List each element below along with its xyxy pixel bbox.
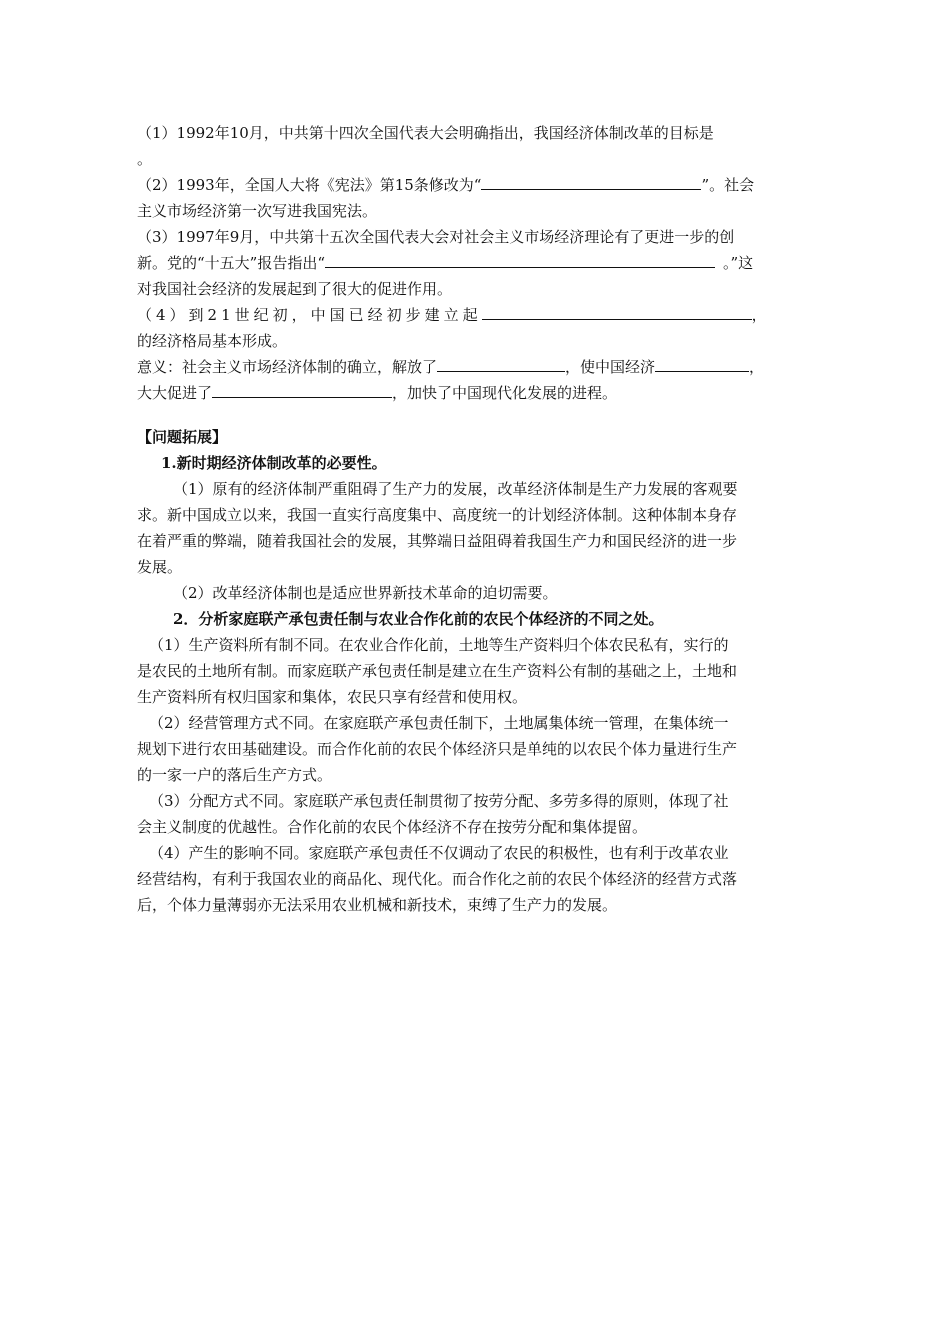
meaning-text-e: ，加快了中国现代化发展的进程。: [392, 384, 618, 402]
item4-text-b: ，: [751, 306, 767, 324]
item1-line1: （1）1992年10月，中共第十四次全国代表大会明确指出，我国经济体制改革的目标是: [137, 124, 714, 142]
answer-blank-2[interactable]: [481, 172, 701, 190]
meaning-text-a: 意义：社会主义市场经济体制的确立，解放了: [137, 358, 438, 376]
meaning-line1: [137, 354, 817, 380]
q2-p4-line3: 后，个体力量薄弱亦无法采用农业机械和新技术，束缚了生产力的发展。: [137, 896, 618, 914]
extension-heading: 【问题拓展】: [137, 428, 228, 446]
meaning-text-c: ，: [749, 358, 765, 376]
answer-blank-6[interactable]: [655, 354, 749, 372]
item3-text-a: 新。党的“十五大”报告指出“: [137, 254, 326, 272]
q1-p1-line1: （1）原有的经济体制严重阻碍了生产力的发展，改革经济体制是生产力发展的客观要: [173, 480, 738, 498]
answer-blank-4[interactable]: [482, 302, 752, 320]
item4-text-a: （4）到21世纪初，中国已经初步建立起: [137, 306, 482, 324]
q1-p1-line3: 在着严重的弊端，随着我国社会的发展，其弊端日益阻碍着我国生产力和国民经济的进一步: [137, 532, 738, 550]
q2-p3-line2: 会主义制度的优越性。合作化前的农民个体经济不存在按劳分配和集体提留。: [137, 818, 648, 836]
item4-line1: [137, 302, 817, 328]
q2-p1-line2: 是农民的土地所有制。而家庭联产承包责任制是建立在生产资料公有制的基础之上，土地和: [137, 662, 738, 680]
document-page: [137, 120, 817, 918]
meaning-line2: [137, 380, 817, 406]
answer-blank-7[interactable]: [212, 380, 392, 398]
q2-title: 2．分析家庭联产承包责任制与农业合作化前的农民个体经济的不同之处。: [173, 610, 664, 628]
answer-blank-3[interactable]: [325, 250, 715, 268]
q2-p3-line1: （3）分配方式不同。家庭联产承包责任制贯彻了按劳分配、多劳多得的原则，体现了社: [149, 792, 729, 810]
meaning-text-b: ，使中国经济: [565, 358, 656, 376]
item3-line1: （3）1997年9月，中共第十五次全国代表大会对社会主义市场经济理论有了更进一步的创: [137, 228, 735, 246]
q2-p2-line2: 规划下进行农田基础建设。而合作化前的农民个体经济只是单纯的以农民个体力量进行生产: [137, 740, 738, 758]
item3-line2: [137, 250, 817, 276]
item3-text-b: 。”这: [723, 254, 754, 272]
item2-line1: [137, 172, 817, 198]
item4-line2: 的经济格局基本形成。: [137, 332, 288, 350]
q1-p2: （2）改革经济体制也是适应世界新技术革命的迫切需要。: [173, 584, 558, 602]
q2-p1-line3: 生产资料所有权归国家和集体，农民只享有经营和使用权。: [137, 688, 528, 706]
item2-text-b: ”。社会: [701, 176, 755, 194]
item2-line2: 主义市场经济第一次写进我国宪法。: [137, 202, 378, 220]
q1-p1-line2: 求。新中国成立以来，我国一直实行高度集中、高度统一的计划经济体制。这种体制本身存: [137, 506, 738, 524]
q1-title: 1.新时期经济体制改革的必要性。: [161, 454, 387, 472]
q2-p4-line1: （4）产生的影响不同。家庭联产承包责任不仅调动了农民的积极性，也有利于改革农业: [149, 844, 729, 862]
q2-p2-line3: 的一家一户的落后生产方式。: [137, 766, 333, 784]
item3-line3: 对我国社会经济的发展起到了很大的促进作用。: [137, 280, 453, 298]
q2-p1-line1: （1）生产资料所有制不同。在农业合作化前，土地等生产资料归个体农民私有，实行的: [149, 636, 729, 654]
meaning-text-d: 大大促进了: [137, 384, 213, 402]
q2-p2-line1: （2）经营管理方式不同。在家庭联产承包责任制下，土地属集体统一管理，在集体统一: [149, 714, 729, 732]
q1-p1-line4: 发展。: [137, 558, 183, 576]
answer-blank-5[interactable]: [437, 354, 565, 372]
item2-text-a: （2）1993年，全国人大将《宪法》第15条修改为“: [137, 176, 482, 194]
q2-p4-line2: 经营结构，有利于我国农业的商品化、现代化。而合作化之前的农民个体经济的经营方式落: [137, 870, 738, 888]
item1-line2: 。: [137, 150, 153, 168]
